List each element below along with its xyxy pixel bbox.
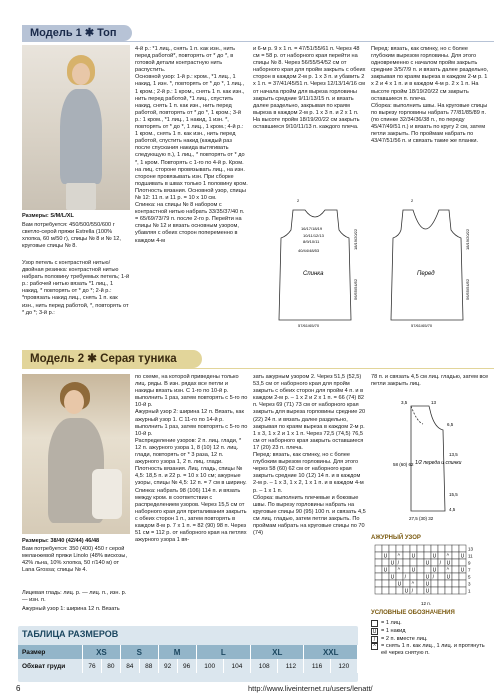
lace-cell — [403, 545, 410, 552]
size-m: M — [158, 645, 196, 659]
model2-instructions-col4: 78 п. и связать 4,5 см лиц. гладью, затем все петли закрыть лиц. — [371, 374, 489, 388]
lace-symbol: U — [446, 574, 451, 581]
lace-symbol: / — [404, 574, 406, 581]
lace-cell — [431, 559, 438, 566]
sch2-label-4: 58 (60) 62 — [393, 462, 414, 467]
half-garment-outline — [411, 406, 445, 511]
model2-photo — [22, 374, 130, 534]
lace-symbol: U — [432, 553, 437, 560]
size-s: S — [120, 645, 158, 659]
lace-symbol: U — [446, 560, 451, 567]
lace-chart-grid — [375, 545, 474, 595]
bust-value: 76 — [83, 659, 102, 673]
lace-cell — [459, 587, 466, 594]
model2-materials: Вам потребуется: 350 (400) 450 г серой меланжевой пряжи Linolo (48% вискозы, 42% льна, 10% хлопка, 50 г/140 м) от Lana Grossa; спицы № 4. — [22, 546, 127, 574]
lace-cell — [452, 587, 459, 594]
lace-cell — [375, 566, 382, 573]
lace-symbol: U — [390, 574, 395, 581]
legend — [371, 619, 493, 656]
lace-cell — [459, 573, 466, 580]
dim-9: 18/19/20/22 — [465, 228, 470, 250]
lace-cell — [403, 552, 410, 559]
size-table-title: ТАБЛИЦА РАЗМЕРОВ — [22, 629, 119, 639]
dim-11: 57/61/65/70 — [411, 323, 433, 328]
lace-symbol: U — [460, 553, 465, 560]
lace-row-number: 5 — [468, 574, 471, 580]
lace-row-number: 11 — [468, 553, 473, 559]
lace-symbol: ^ — [397, 553, 400, 560]
model2-face — [64, 390, 84, 414]
lace-cell — [438, 573, 445, 580]
model1-schematics — [253, 190, 493, 330]
lace-symbol: ^ — [446, 553, 449, 560]
dim-10: 56/55/54/52 — [465, 278, 470, 300]
lace-chart-width-label: 12 п. — [421, 601, 431, 606]
dim-6: 18/19/20/22 — [353, 228, 358, 250]
lace-cell — [452, 573, 459, 580]
lace-symbol: U — [432, 567, 437, 574]
sch2-label-3: 1/2 переда и спинки — [415, 460, 462, 466]
lace-cell — [417, 566, 424, 573]
lace-symbol: U — [383, 567, 388, 574]
k2tog-symbol-icon: / — [371, 636, 378, 643]
lace-cell — [389, 587, 396, 594]
bust-value: 80 — [101, 659, 120, 673]
bust-value: 104 — [223, 659, 250, 673]
lace-cell — [396, 545, 403, 552]
lace-cell — [445, 587, 452, 594]
lace-cell — [396, 587, 403, 594]
lace-cell — [431, 580, 438, 587]
lace-cell — [389, 566, 396, 573]
legend-title: УСЛОВНЫЕ ОБОЗНАЧЕНИЯ — [371, 610, 455, 616]
model2-rule — [22, 368, 494, 369]
dim-5: 57/61/65/70 — [298, 323, 320, 328]
size-table-header-row — [18, 645, 358, 659]
size-table-bust-row — [18, 659, 358, 673]
lace-symbol: U — [383, 553, 388, 560]
size-xxl: XXL — [304, 645, 358, 659]
source-url[interactable]: http://www.liveinternet.ru/users/lenatt/ — [248, 684, 373, 693]
knit-symbol-icon — [371, 620, 378, 627]
lace-cell — [431, 587, 438, 594]
model1-sizes: Размеры: S/M/L/XL — [22, 213, 74, 219]
lace-cell — [431, 545, 438, 552]
lace-symbol: U — [397, 581, 402, 588]
legend-text: = 1 лиц. — [381, 620, 402, 626]
lace-cell — [382, 587, 389, 594]
lace-chart — [371, 543, 491, 608]
legend-item-knit — [371, 619, 493, 627]
lace-row-number: 9 — [468, 560, 471, 566]
bust-value: 84 — [120, 659, 139, 673]
model2-sizes: Размеры: 38/40 (42/44) 46/48 — [22, 538, 100, 544]
lace-cell — [438, 566, 445, 573]
model2-face-stitch: Лицевая гладь: лиц. р. — лиц. п., изн. р. — изн. п. — [22, 590, 127, 604]
lace-cell — [417, 580, 424, 587]
lace-cell — [403, 559, 410, 566]
lace-cell — [375, 559, 382, 566]
dim-4: 40/44/48/53 — [298, 248, 320, 253]
dim-1: 16/17/18/19 — [301, 226, 323, 231]
lace-cell — [452, 566, 459, 573]
lace-cell — [438, 587, 445, 594]
legend-item-yarnover — [371, 627, 493, 635]
lace-cell — [410, 573, 417, 580]
model1-materials: Вам потребуется: 450/500/550/600 г светло-серой пряжи Estrella (100% хлопка, 60 м/50 г), спицы № 8 и № 12, круговые спицы № 8. — [22, 222, 121, 250]
model2-schematic — [371, 396, 491, 531]
lace-cell — [438, 545, 445, 552]
lace-symbol: ^ — [446, 567, 449, 574]
bust-value: 112 — [278, 659, 304, 673]
front-schematic — [391, 210, 463, 320]
model1-instructions-col4: Перед: вязать, как спинку, но с более глубоким вырезом горловины. Для этого одновременно с началом пройм закрыть средние 3/5/7/9 п. и вязать далее раздельно, закрывая по краям выреза в каждом 2-м р. 1 х 2 и 4 х 1 п. и в каждом 4-м р. 2 х 1 п. На высоте пройм 18/19/20/22 см закрыть оставшиеся п. плеча. Сборка: выполнить швы. На круговые спицы по вырезу горловины набрать 77/81/85/89 п. (по спинке 32/34/36/38 п., по переду 45/47/49/51 п.) и вязать по кругу 2 см, затем петли закрыть. По проймам набрать по 43/47/51/56 п. и связать такие же планки. — [371, 46, 489, 145]
lace-cell — [445, 580, 452, 587]
lace-cell — [375, 587, 382, 594]
lace-cell — [403, 580, 410, 587]
size-xs: XS — [83, 645, 121, 659]
sch2-label-7: 4,5 — [449, 507, 456, 512]
lace-cell — [417, 552, 424, 559]
lace-cell — [382, 580, 389, 587]
lace-cell — [424, 545, 431, 552]
size-xl: XL — [251, 645, 304, 659]
model1-instructions-col2: 4-й р.: *1 лиц., снять 1 п. как изн., нить перед работой*, повторять от * до *, в готовой детали контрастную нить распустить. Основной узор: 1-й р.: кром., *1 лиц., 1 накид, 1 изн. *, повторять от * до *, 1 лиц., 1 кром.; 2-й р.: 1 кром., снять 1 п. как изн., нить перед работой, *1 лиц., спустить накид, снять 1 п. как изн., нить перед работой, повторять от * до *, 1 кром.; 3-й р.: 1 кром., *1 лиц., 1 накид, 1 изн. *, повторять от * до *, 1 лиц., 1 кром.; 4-й р.: 1 кром., снять 1 п. как изн., нить перед работой, спустить накид (каждый раз после спускания накида вытягивать следующую п.), 1 лиц., * повторять от * до *, 1 кром. Повторять с 1-го по 4-й р. Кром. на лиц. стороне провязывать лиц., на изн. стороне провязывать изн. При сборке подшивать в швах только 1 половину кром. Плотность вязания. Основной узор, спицы № 12: 11 п. и 11 р. = 10 х 10 см. Спинка: на спицы № 8 набором с контрастной нитью набрать 33/35/37/40 п. = 65/69/73/79 п. после 2-го р. Перейти на спицы № 12 и вязать основным узором, убавляя с обеих сторон попеременно в каждом 4-м — [135, 46, 248, 244]
lace-cell — [382, 545, 389, 552]
legend-item-k2tog — [371, 635, 493, 643]
lace-cell — [417, 573, 424, 580]
dim-0: 2 — [297, 198, 300, 203]
size-l: L — [196, 645, 251, 659]
model2-title: Модель 2 ✱ Серая туника — [22, 350, 202, 368]
model1-rule — [22, 41, 494, 42]
size-table — [18, 645, 358, 673]
lace-cell — [459, 580, 466, 587]
lace-symbol: / — [439, 560, 441, 567]
lace-chart-title: АЖУРНЫЙ УЗОР — [371, 535, 421, 541]
lace-symbol: ^ — [411, 581, 414, 588]
lace-symbol: U — [411, 553, 416, 560]
model1-face — [72, 63, 90, 85]
bust-value: 116 — [304, 659, 330, 673]
lace-cell — [375, 545, 382, 552]
sch2-label-8: 13,5 — [449, 452, 458, 457]
bust-label: Обхват груди — [18, 659, 83, 673]
size-header-label: Размер — [18, 645, 83, 659]
lace-symbol: / — [411, 588, 413, 595]
sch2-label-2: 6,5 — [447, 422, 454, 427]
lace-row-number: 13 — [468, 546, 474, 552]
lace-cell — [417, 559, 424, 566]
bust-value: 88 — [139, 659, 158, 673]
sch2-label-0: 3,5 — [401, 400, 408, 405]
lace-cell — [452, 559, 459, 566]
sch2-label-1: 13 — [431, 400, 437, 405]
lace-symbol: U — [411, 567, 416, 574]
model1-top-garment — [60, 89, 102, 184]
model1-edge-pattern: Узор петель с контрастной нитью/двойная резинка: контрастной нитью набрать половину требуемых петель; 1-й р.: рабочей нитью вязать *1 лиц., 1 накид, * повторять от * до *; 2-й р.: *провязать накид лиц., снять 1 п. как изн., нить перед работой, *, повторять от * до *; 3-й р.: — [22, 260, 130, 316]
dim-7: 56/55/54/52 — [353, 278, 358, 300]
front-label: Перед — [417, 271, 435, 277]
lace-row-number: 3 — [468, 581, 471, 587]
lace-symbol: U — [425, 560, 430, 567]
dim-8: 2 — [411, 198, 414, 203]
lace-cell — [375, 573, 382, 580]
page-number: 6 — [16, 684, 21, 693]
legend-text: = 2 п. вместе лиц. — [381, 636, 428, 642]
bust-value: 120 — [330, 659, 357, 673]
lace-cell — [389, 545, 396, 552]
lace-cell — [438, 552, 445, 559]
bust-value: 96 — [177, 659, 196, 673]
dim-2: 10/11/12/13 — [303, 233, 324, 238]
dim-3: 8/9/10/11 — [303, 239, 320, 244]
lace-cell — [410, 559, 417, 566]
lace-cell — [452, 545, 459, 552]
lace-cell — [410, 545, 417, 552]
lace-symbol: U — [425, 581, 430, 588]
lace-cell — [417, 545, 424, 552]
lace-cell — [396, 573, 403, 580]
lace-symbol: U — [390, 560, 395, 567]
lace-cell — [375, 552, 382, 559]
lace-symbol: U — [404, 588, 409, 595]
legend-text: = 1 накид — [381, 628, 406, 634]
lace-cell — [459, 559, 466, 566]
back-label: Спинка — [303, 271, 324, 277]
lace-cell — [438, 580, 445, 587]
lace-symbol: / — [432, 574, 434, 581]
lace-cell — [424, 552, 431, 559]
model1-instructions-col3: и 6-м р. 9 х 1 п. = 47/51/55/61 п. Через 48 см = 58 р. от наборного края перейти на спицы № 8. Через 56/55/54/52 см от наборного края для пройм закрыть с обеих сторон в каждом 2-м р. 1 х 3 п. и убавить 2 х 1 п. = 37/41/45/51 п. Через 12/13/14/16 см от начала пройм для выреза горловины закрыть средние 9/11/13/15 п. и вязать далее раздельно, закрывая по краям выреза в каждом 2-м р. 1 х 3 п. и 2 х 1 п. На высоте пройм 18/19/20/22 см закрыть оставшиеся 9/10/11/13 п. каждого плеча. — [253, 46, 366, 131]
legend-text: = снять 1 п. как лиц., 1 лиц. и протянуть её через снятую п. — [381, 643, 485, 656]
bust-value: 108 — [251, 659, 278, 673]
lace-row-number: 1 — [468, 588, 471, 594]
model1-skirt — [66, 183, 96, 210]
lace-cell — [389, 552, 396, 559]
lace-cell — [424, 566, 431, 573]
legend-item-skpo — [371, 643, 493, 656]
bust-value: 100 — [196, 659, 223, 673]
lace-cell — [375, 580, 382, 587]
lace-cell — [445, 545, 452, 552]
skpo-symbol-icon: ^ — [371, 643, 378, 650]
model2-sheet — [92, 469, 122, 519]
lace-symbol: / — [397, 560, 399, 567]
lace-cell — [382, 559, 389, 566]
lace-cell — [452, 580, 459, 587]
sch2-label-5: 15,5 — [449, 492, 458, 497]
lace-symbol: ^ — [397, 567, 400, 574]
model1-photo — [22, 45, 130, 210]
model2-instructions-col2: по схеме, на которой приведены только лиц. ряды. В изн. рядах все петли и накиды вязать изн. С 1-го по 10-й р. выполнить 1 раз, затем повторять с 5-го по 10-й р. Ажурный узор 2: ширина 12 п. Вязать, как ажурный узор 1. С 11-го по 14-й р. выполнить 1 раз, затем повторять с 5-го по 10-й р. Распределение узоров: 2 п. лиц. глади, * 12 п. ажурного узора 1, 8 (10) 12 п. лиц. глади, повторять от * 3 раза, 12 п. ажурного узора 1, 2 п. лиц. глади. Плотность вязания. Лиц. гладь, спицы № 4,5: 18,5 п. и 22 р. = 10 х 10 см; ажурные узоры, спицы № 4,5: 12 п. = 7 см в ширину. Спинка: набрать 98 (106) 114 п. и вязать между кром. в соответствии с распределением узоров. Через 15,5 см от наборного края для приталивания закрыть с обеих сторон 1 п., затем повторять в каждом 8-м р. 7 х 1 п. = 82 (90) 98 п. Через 51 см = 112 р. от наборного края на петлях ажурного узора 1 вя- — [135, 374, 248, 544]
lace-cell — [403, 566, 410, 573]
lace-cell — [459, 545, 466, 552]
model1-title: Модель 1 ✱ Топ — [22, 25, 132, 41]
lace-symbol: U — [425, 588, 430, 595]
lace-cell — [417, 587, 424, 594]
sch2-label-6: 27,5 (30) 32 — [409, 516, 434, 521]
yarnover-symbol-icon: U — [372, 628, 377, 635]
lace-cell — [452, 552, 459, 559]
lace-row-number: 7 — [468, 567, 471, 573]
lace-symbol: U — [460, 567, 465, 574]
lace-cell — [382, 573, 389, 580]
lace-cell — [389, 580, 396, 587]
model2-openwork: Ажурный узор 1: ширина 12 п. Вязать — [22, 606, 120, 612]
model2-instructions-col3: зать ажурным узором 2. Через 51,5 (52,5) 53,5 см от наборного края для пройм закрыть с обеих сторон для пройм 4 п. и в каждом 2-м р. – 1 х 2 и 2 х 1 п. = 66 (74) 82 п. Через 69 (71) 73 см от наборного края закрыть для выреза горловины средние 20 (22) 24 п. и вязать далее раздельно, закрывая по краям выреза в каждом 2-м р. 1 х 3, 1 х 2 и 1 х 1 п. Через 72,5 (74,5) 76,5 см от наборного края закрыть оставшиеся 17 (20) 23 п. плеча. Перед: вязать, как спинку, но с более глубоким вырезом горловины. Для этого через 58 (60) 62 см от наборного края закрыть средние 10 (12) 14 п. и в каждом 2-м р. – 1 х 3, 1 х 2, 1 х 1 п. и в каждом 4-м р. – 1 х 1 п. Сборка: выполнить плечевые и боковые швы. По вырезу горловины набрать на круговые спицы 90 (95) 100 п. и связать 4,5 см лиц. гладью, затем петли закрыть. По проймам набрать на круговые спицы по 70 (74) — [253, 374, 366, 537]
bust-value: 92 — [158, 659, 177, 673]
lace-symbol: U — [425, 574, 430, 581]
